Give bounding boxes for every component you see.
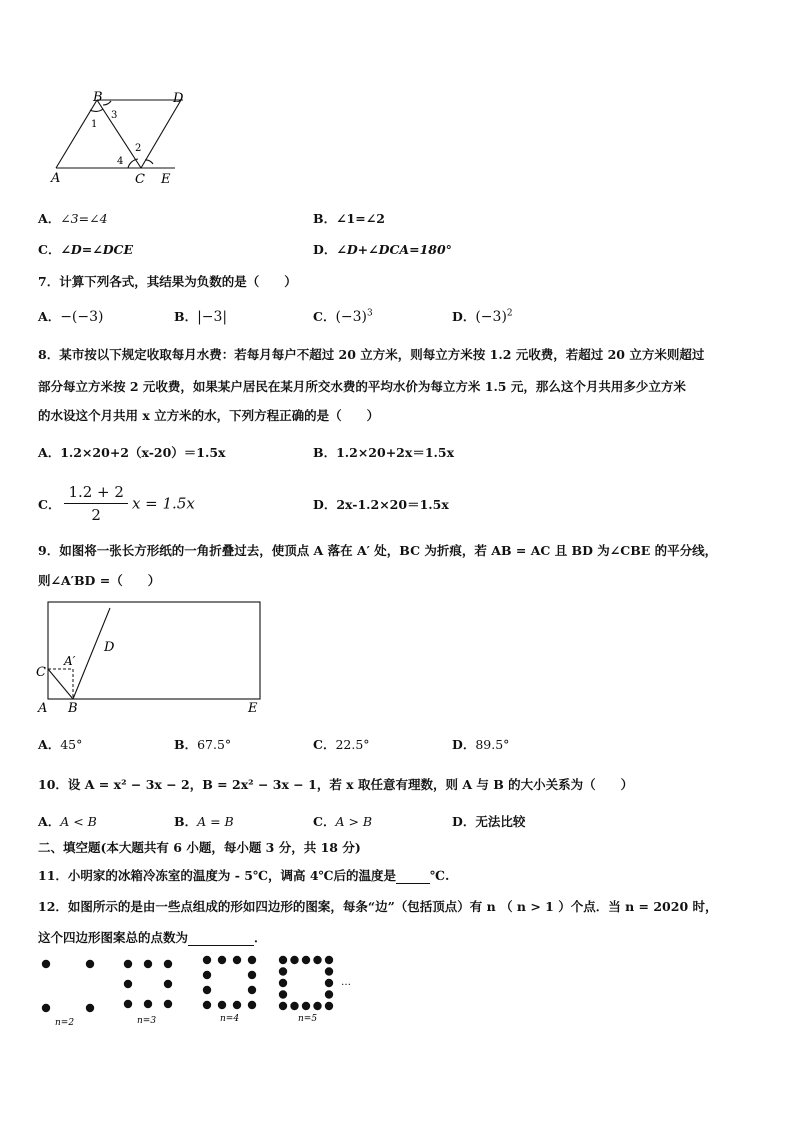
option-letter: B． [313, 211, 337, 226]
option-base: (−3) [335, 309, 368, 325]
dot-n5 [313, 1002, 321, 1010]
fig6-angle-2: 2 [135, 143, 142, 154]
dot-n5 [313, 956, 321, 964]
fig6-angle-4: 4 [117, 156, 124, 167]
section-heading: 二、填空题(本大题共有 6 小题，每小题 3 分，共 18 分) [38, 840, 361, 855]
q9-option-b[interactable] [174, 735, 231, 753]
q12-text-after: ． [254, 930, 267, 945]
option-text: A = B [197, 814, 234, 829]
option-text: ∠3=∠4 [60, 211, 108, 226]
fig6-label-C: C [135, 172, 145, 187]
dot-n4 [218, 1001, 226, 1009]
option-letter: C． [313, 309, 336, 324]
dot-n5 [302, 956, 310, 964]
q12-stem-line1: 12．如图所示的是由一些点组成的形如四边形的图案，每条“边”（包括顶点）有 n （ n > 1 ）个点．当 n = 2020 时， [38, 899, 718, 914]
q11-text-before: 11．小明家的冰箱冷冻室的温度为 - 5℃，调高 4℃后的温度是 [38, 868, 396, 883]
option-text: A > B [335, 814, 373, 829]
dot-n2 [86, 960, 94, 968]
q9-option-a[interactable] [38, 735, 82, 753]
dot-n4 [248, 1001, 256, 1009]
dot-n5 [279, 967, 287, 975]
fig9-label-C: C [36, 665, 46, 680]
q6-option-c[interactable] [38, 240, 133, 258]
dot-n4 [203, 986, 211, 994]
option-exponent: 2 [506, 308, 513, 319]
dot-n4 [233, 1001, 241, 1009]
dot-n3 [164, 1000, 172, 1008]
dot-n5 [279, 1002, 287, 1010]
q8-option-a[interactable] [38, 443, 226, 461]
caption-n5: n=5 [298, 1014, 318, 1024]
q10-option-d[interactable] [452, 812, 525, 830]
q6-option-d[interactable] [313, 240, 452, 258]
q10-option-c[interactable] [313, 812, 372, 830]
dot-n4 [248, 956, 256, 964]
option-letter: A． [38, 211, 61, 226]
dot-n5 [290, 956, 298, 964]
option-base: (−3) [475, 309, 507, 325]
q7-option-b[interactable] [174, 307, 227, 325]
fig6-label-D: D [173, 91, 184, 106]
option-letter: B． [313, 445, 337, 460]
dot-n3 [124, 1000, 132, 1008]
q12-text-before: 这个四边形图案总的点数为 [38, 930, 189, 945]
option-text: 无法比较 [475, 814, 526, 829]
option-letter: D． [313, 497, 337, 512]
option-letter: C． [313, 737, 336, 752]
q9-stem-line1: 9．如图将一张长方形纸的一角折叠过去，使顶点 A 落在 A′ 处，BC 为折痕，若 AB = AC 且 BD 为∠CBE 的平分线， [38, 543, 718, 558]
option-letter: C． [38, 496, 61, 512]
dot-n5 [325, 1002, 333, 1010]
dot-n3 [144, 960, 152, 968]
option-letter: D． [452, 309, 476, 324]
dot-n4 [233, 956, 241, 964]
option-letter: A． [38, 309, 61, 324]
q6-option-b[interactable] [313, 209, 385, 227]
fig6-label-A: A [51, 171, 61, 186]
q10-option-b[interactable] [174, 812, 234, 830]
dot-n4 [248, 986, 256, 994]
caption-n3: n=3 [137, 1016, 157, 1026]
dot-n2 [86, 1004, 94, 1012]
option-exponent: 3 [367, 308, 373, 319]
dot-n5 [325, 967, 333, 975]
dot-n5 [290, 1002, 298, 1010]
option-letter: A． [38, 445, 61, 460]
option-letter: D． [452, 814, 476, 829]
fraction [64, 483, 128, 524]
dot-n5 [325, 979, 333, 987]
option-text: 67.5° [197, 737, 232, 752]
dot-n4 [203, 956, 211, 964]
fraction-numerator: 1.2 + 2 [64, 483, 128, 504]
dot-n2 [42, 1004, 50, 1012]
dot-n3 [164, 980, 172, 988]
q8-stem-line3: 的水设这个月共用 x 立方米的水，下列方程正确的是（ ） [38, 408, 380, 423]
option-text: |−3| [197, 309, 228, 325]
caption-n2: n=2 [55, 1018, 75, 1028]
option-text: ∠1=∠2 [336, 211, 385, 226]
dot-n4 [248, 971, 256, 979]
q9-option-c[interactable] [313, 735, 370, 753]
dot-n5 [325, 990, 333, 998]
ellipsis: … [341, 977, 351, 988]
option-text: 1.2×20+2x＝1.5x [336, 445, 455, 460]
q8-option-c[interactable] [38, 483, 195, 524]
dot-n3 [164, 960, 172, 968]
q11-answer-blank[interactable] [396, 868, 430, 884]
q9-stem-line2: 则∠A′BD =（ ） [38, 573, 161, 588]
q8-option-d[interactable] [313, 495, 449, 513]
dot-n4 [203, 1001, 211, 1009]
q12-dot-patterns [30, 950, 370, 1032]
dot-n3 [124, 960, 132, 968]
q11-text-after: ℃. [430, 868, 450, 883]
option-text: ∠D+∠DCA=180° [336, 242, 452, 257]
q6-figure [45, 88, 190, 188]
dot-n2 [42, 960, 50, 968]
dot-n5 [302, 1002, 310, 1010]
dot-n4 [203, 971, 211, 979]
fig9-label-D: D [104, 640, 115, 655]
option-text: A < B [60, 814, 97, 829]
option-text: 1.2×20+2（x-20）＝1.5x [60, 445, 226, 460]
dot-n5 [279, 979, 287, 987]
fig6-angle-3: 3 [111, 110, 118, 121]
option-letter: B． [174, 814, 198, 829]
option-text: −(−3) [60, 309, 104, 325]
option-tail: x = 1.5x [131, 494, 195, 513]
fig6-label-B: B [93, 90, 103, 105]
option-text: 45° [60, 737, 83, 752]
dot-n4 [218, 956, 226, 964]
option-text: 2x-1.2×20＝1.5x [336, 497, 449, 512]
q12-stem-line2 [38, 928, 267, 946]
option-letter: B． [174, 737, 198, 752]
fig9-label-E: E [248, 701, 258, 716]
option-letter: A． [38, 737, 61, 752]
fig6-label-E: E [161, 172, 171, 187]
q11-stem [38, 866, 449, 884]
option-letter: D． [313, 242, 337, 257]
fig9-label-B: B [68, 701, 78, 716]
option-letter: A． [38, 814, 61, 829]
dot-n5 [325, 956, 333, 964]
option-text: 22.5° [335, 737, 370, 752]
q12-answer-blank[interactable] [188, 930, 254, 946]
fig6-angle-1: 1 [91, 119, 98, 130]
fraction-denominator: 2 [91, 506, 101, 524]
q10-option-a[interactable] [38, 812, 97, 830]
q9-figure [34, 596, 266, 718]
q10-stem: 10．设 A = x² − 3x − 2，B = 2x² − 3x − 1，若 x 取任意有理数，则 A 与 B 的大小关系为（ ） [38, 777, 634, 792]
fig9-label-A-prime: A′ [64, 654, 76, 668]
fig9-label-A: A [38, 701, 48, 716]
option-letter: C． [38, 242, 61, 257]
dot-n5 [279, 956, 287, 964]
option-letter: B． [174, 309, 198, 324]
q7-option-a[interactable] [38, 307, 104, 325]
caption-n4: n=4 [220, 1014, 240, 1024]
q7-option-d[interactable] [452, 307, 513, 325]
q7-stem: 7．计算下列各式，其结果为负数的是（ ） [38, 274, 297, 289]
q9-option-d[interactable] [452, 735, 509, 753]
option-letter: D． [452, 737, 476, 752]
dot-n3 [124, 980, 132, 988]
option-text: ∠D=∠DCE [60, 242, 134, 257]
q7-option-c[interactable] [313, 307, 373, 325]
dot-n5 [279, 990, 287, 998]
option-text: 89.5° [475, 737, 510, 752]
q6-option-a[interactable] [38, 209, 108, 227]
option-letter: C． [313, 814, 336, 829]
q8-stem-line1: 8．某市按以下规定收取每月水费：若每月每户不超过 20 立方米，则每立方米按 1.2 元收费，若超过 20 立方米则超过 [38, 347, 705, 362]
dot-n3 [144, 1000, 152, 1008]
q8-option-b[interactable] [313, 443, 454, 461]
q8-stem-line2: 部分每立方米按 2 元收费，如果某户居民在某月所交水费的平均水价为每立方米 1.5 元，那么这个月共用多少立方米 [38, 379, 686, 394]
